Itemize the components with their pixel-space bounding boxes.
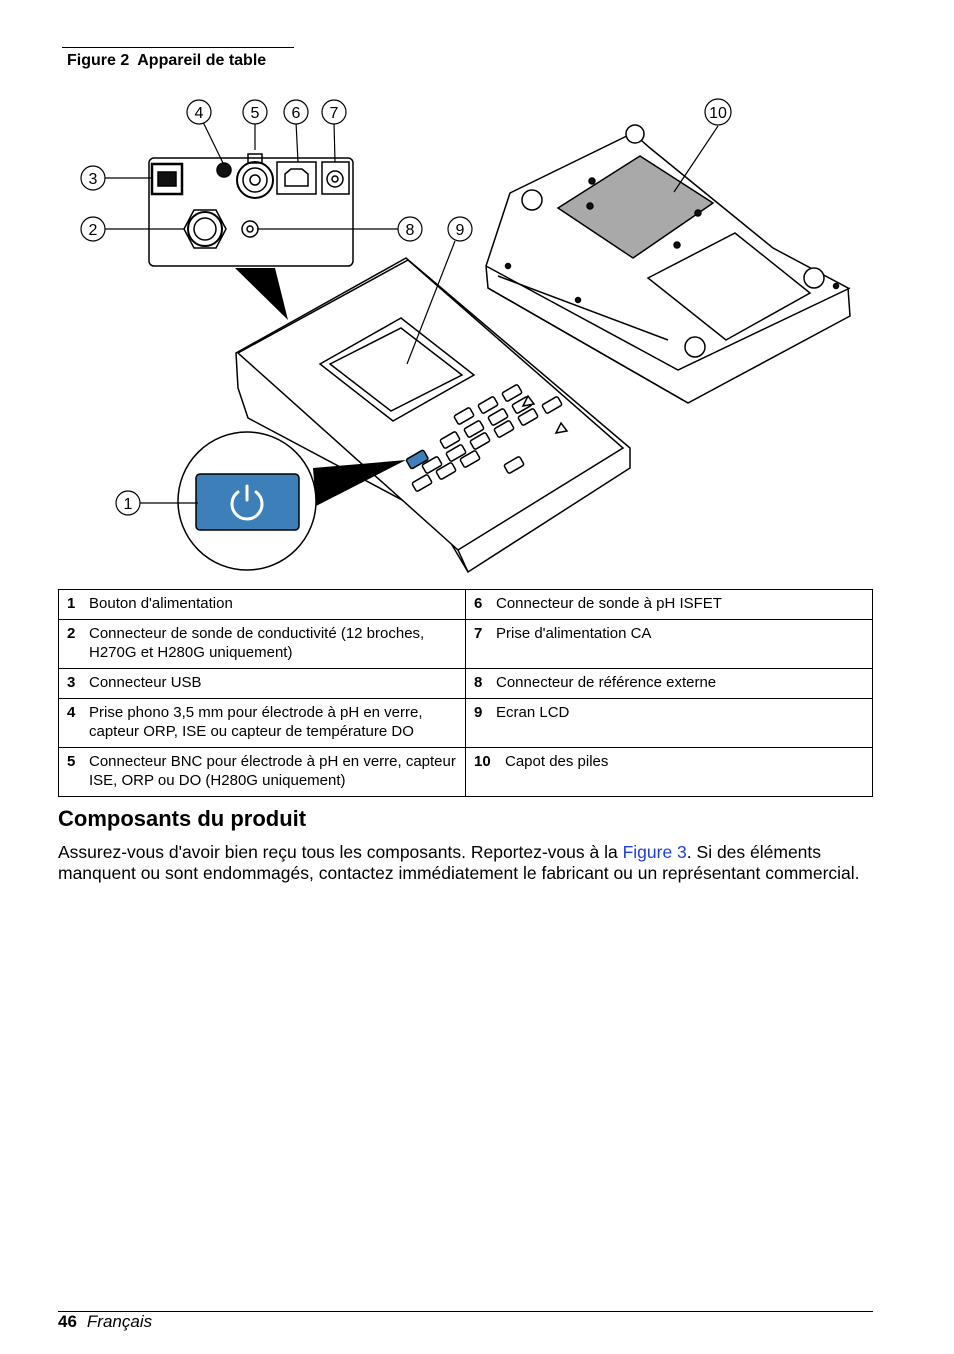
callout-9: 9 bbox=[455, 222, 465, 239]
callout-1: 1 bbox=[123, 496, 133, 513]
table-row bbox=[59, 699, 873, 748]
callout-4: 4 bbox=[194, 105, 204, 122]
legend-text: Capot des piles bbox=[505, 753, 609, 770]
section-paragraph bbox=[58, 842, 878, 884]
legend-text: Connecteur de sonde à pH ISFET bbox=[496, 595, 722, 612]
callout-3: 3 bbox=[88, 171, 98, 188]
legend-number: 4 bbox=[67, 704, 76, 721]
legend-cell bbox=[466, 699, 873, 748]
paragraph-text: Assurez-vous d'avoir bien reçu tous les composants. Reportez-vous à la bbox=[58, 842, 623, 862]
page-number: 46 bbox=[58, 1312, 77, 1331]
legend-cell bbox=[59, 620, 466, 669]
callout-6: 6 bbox=[291, 105, 301, 122]
legend-cell bbox=[59, 748, 466, 797]
legend-cell bbox=[466, 748, 873, 797]
section-heading: Composants du produit bbox=[58, 806, 307, 831]
legend-cell bbox=[59, 699, 466, 748]
legend-table bbox=[58, 589, 873, 797]
footer-rule bbox=[58, 1311, 873, 1312]
legend-text: Prise d'alimentation CA bbox=[496, 625, 652, 642]
table-row bbox=[59, 748, 873, 797]
legend-number: 10 bbox=[474, 753, 491, 770]
legend-cell bbox=[466, 669, 873, 699]
device-illustration bbox=[58, 88, 866, 578]
table-row bbox=[59, 590, 873, 620]
power-button-zoom bbox=[178, 432, 316, 570]
callout-5: 5 bbox=[250, 105, 260, 122]
page-footer bbox=[58, 1312, 152, 1332]
legend-text: Connecteur BNC pour électrode à pH en verre, capteur ISE, ORP ou DO (H280G uniquement) bbox=[89, 753, 456, 789]
legend-number: 6 bbox=[474, 595, 483, 612]
legend-cell bbox=[59, 669, 466, 699]
legend-text: Connecteur de référence externe bbox=[496, 674, 717, 691]
legend-number: 9 bbox=[474, 704, 483, 721]
legend-cell bbox=[466, 620, 873, 669]
device-back-view bbox=[486, 125, 850, 403]
paragraph-text: . Si des éléments manquent ou sont endommagés, contactez immédiatement le fabricant ou un représentant commercial. bbox=[58, 842, 860, 883]
legend-cell bbox=[59, 590, 466, 620]
legend-number: 5 bbox=[67, 753, 76, 770]
figure-title: Appareil de table bbox=[137, 52, 267, 69]
figure-label: Figure 2 bbox=[67, 52, 130, 69]
callout-8: 8 bbox=[405, 222, 415, 239]
legend-text: Prise phono 3,5 mm pour électrode à pH en verre, capteur ORP, ISE ou capteur de température DO bbox=[89, 704, 423, 740]
callout-7: 7 bbox=[329, 105, 339, 122]
legend-text: Bouton d'alimentation bbox=[89, 595, 233, 612]
legend-cell bbox=[466, 590, 873, 620]
callout-2: 2 bbox=[88, 222, 98, 239]
legend-text: Connecteur de sonde de conductivité (12 broches, H270G et H280G uniquement) bbox=[89, 625, 425, 661]
footer-language: Français bbox=[86, 1312, 153, 1331]
legend-number: 3 bbox=[67, 674, 76, 691]
legend-text: Ecran LCD bbox=[496, 704, 570, 721]
legend-text: Connecteur USB bbox=[89, 674, 202, 691]
figure-top-rule bbox=[62, 47, 294, 48]
connector-panel bbox=[149, 154, 353, 266]
phono-jack-icon bbox=[217, 163, 231, 177]
table-row bbox=[59, 620, 873, 669]
legend-number: 8 bbox=[474, 674, 483, 691]
figure-caption bbox=[67, 52, 266, 70]
legend-number: 2 bbox=[67, 625, 76, 642]
legend-number: 7 bbox=[474, 625, 483, 642]
figure-3-link[interactable]: Figure 3 bbox=[622, 842, 687, 862]
legend-number: 1 bbox=[67, 595, 76, 612]
table-row bbox=[59, 669, 873, 699]
callout-10: 10 bbox=[709, 105, 727, 122]
